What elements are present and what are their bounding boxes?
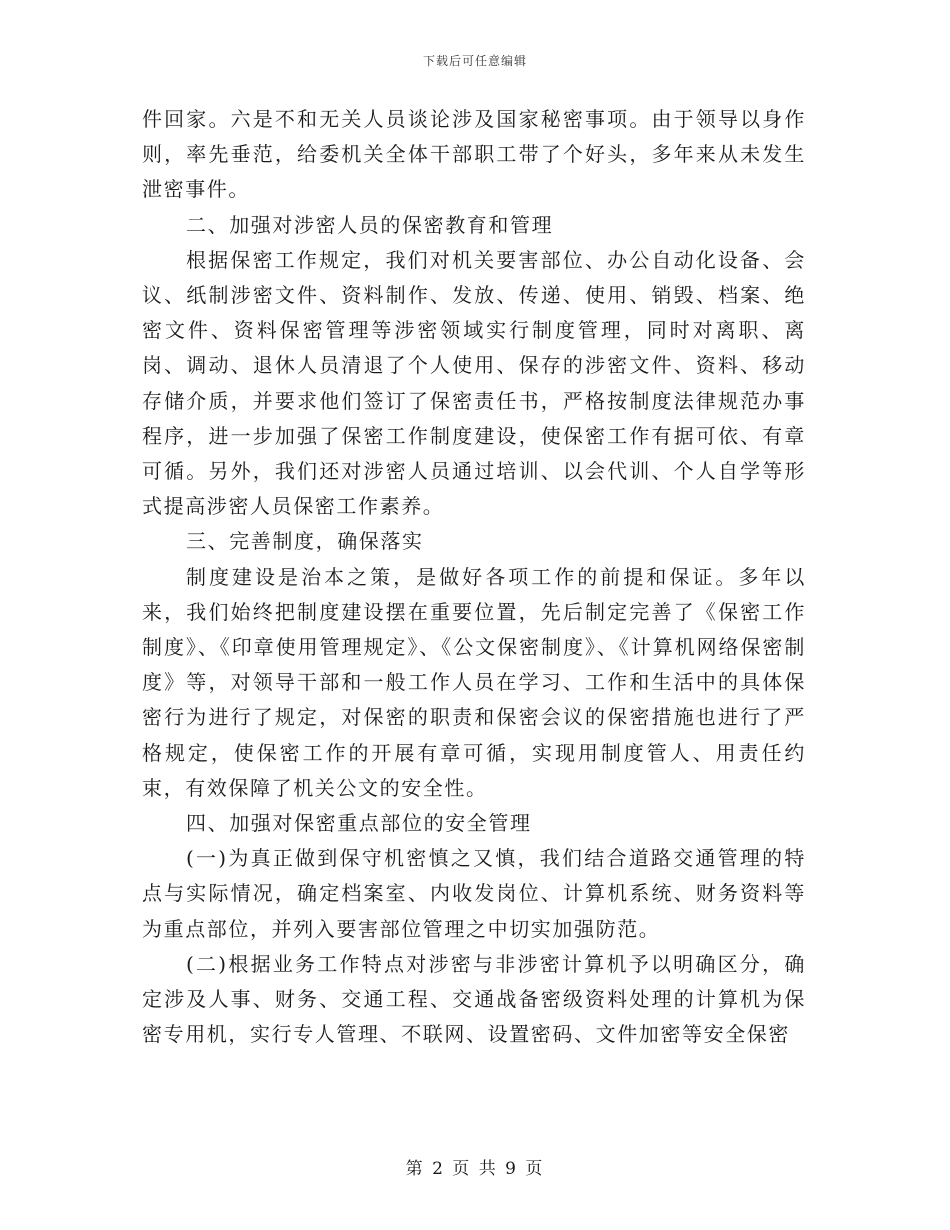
paragraph-item-1: (一)为真正做到保守机密慎之又慎，我们结合道路交通管理的特点与实际情况，确定档案室、内收发岗位、计算机系统、财务资料等为重点部位，并列入要害部位管理之中切实加强防范。 <box>142 846 806 941</box>
paragraph-section-2: 根据保密工作规定，我们对机关要害部位、办公自动化设备、会议、纸制涉密文件、资料制作、发放、传递、使用、销毁、档案、绝密文件、资料保密管理等涉密领域实行制度管理，同时对离职、离岗、调动、退休人员清退了个人使用、保存的涉密文件、资料、移动存储介质，并要求他们签订了保密责任书，严格按制度法律规范办事程序，进一步加强了保密工作制度建设，使保密工作有据可依、有章可循。另外，我们还对涉密人员通过培训、以会代训、个人自学等形式提高涉密人员保密工作素养。 <box>142 247 806 519</box>
paragraph-item-2: (二)根据业务工作特点对涉密与非涉密计算机予以明确区分，确定涉及人事、财务、交通工程、交通战备密级资料处理的计算机为保密专用机，实行专人管理、不联网、设置密码、文件加密等安全保密 <box>142 951 806 1047</box>
section-heading-2: 二、加强对涉密人员的保密教育和管理 <box>186 212 554 237</box>
document-body <box>142 102 806 1052</box>
section-heading-4: 四、加强对保密重点部位的安全管理 <box>186 811 532 836</box>
page-number-footer: 第 2 页 共 9 页 <box>405 1159 545 1179</box>
paragraph-section-3: 制度建设是治本之策，是做好各项工作的前提和保证。多年以来，我们始终把制度建设摆在重要位置，先后制定完善了《保密工作制度》、《印章使用管理规定》、《公文保密制度》、《计算机网络保密制度》等，对领导干部和一般工作人员在学习、工作和生活中的具体保密行为进行了规定，对保密的职责和保密会议的保密措施也进行了严格规定，使保密工作的开展有章可循，实现用制度管人、用责任约束，有效保障了机关公文的安全性。 <box>142 564 806 800</box>
section-heading-3: 三、完善制度，确保落实 <box>186 529 424 554</box>
paragraph-continuation: 件回家。六是不和无关人员谈论涉及国家秘密事项。由于领导以身作则，率先垂范，给委机关全体干部职工带了个好头，多年来从未发生泄密事件。 <box>142 107 806 202</box>
page-header-note: 下载后可任意编辑 <box>422 54 527 68</box>
